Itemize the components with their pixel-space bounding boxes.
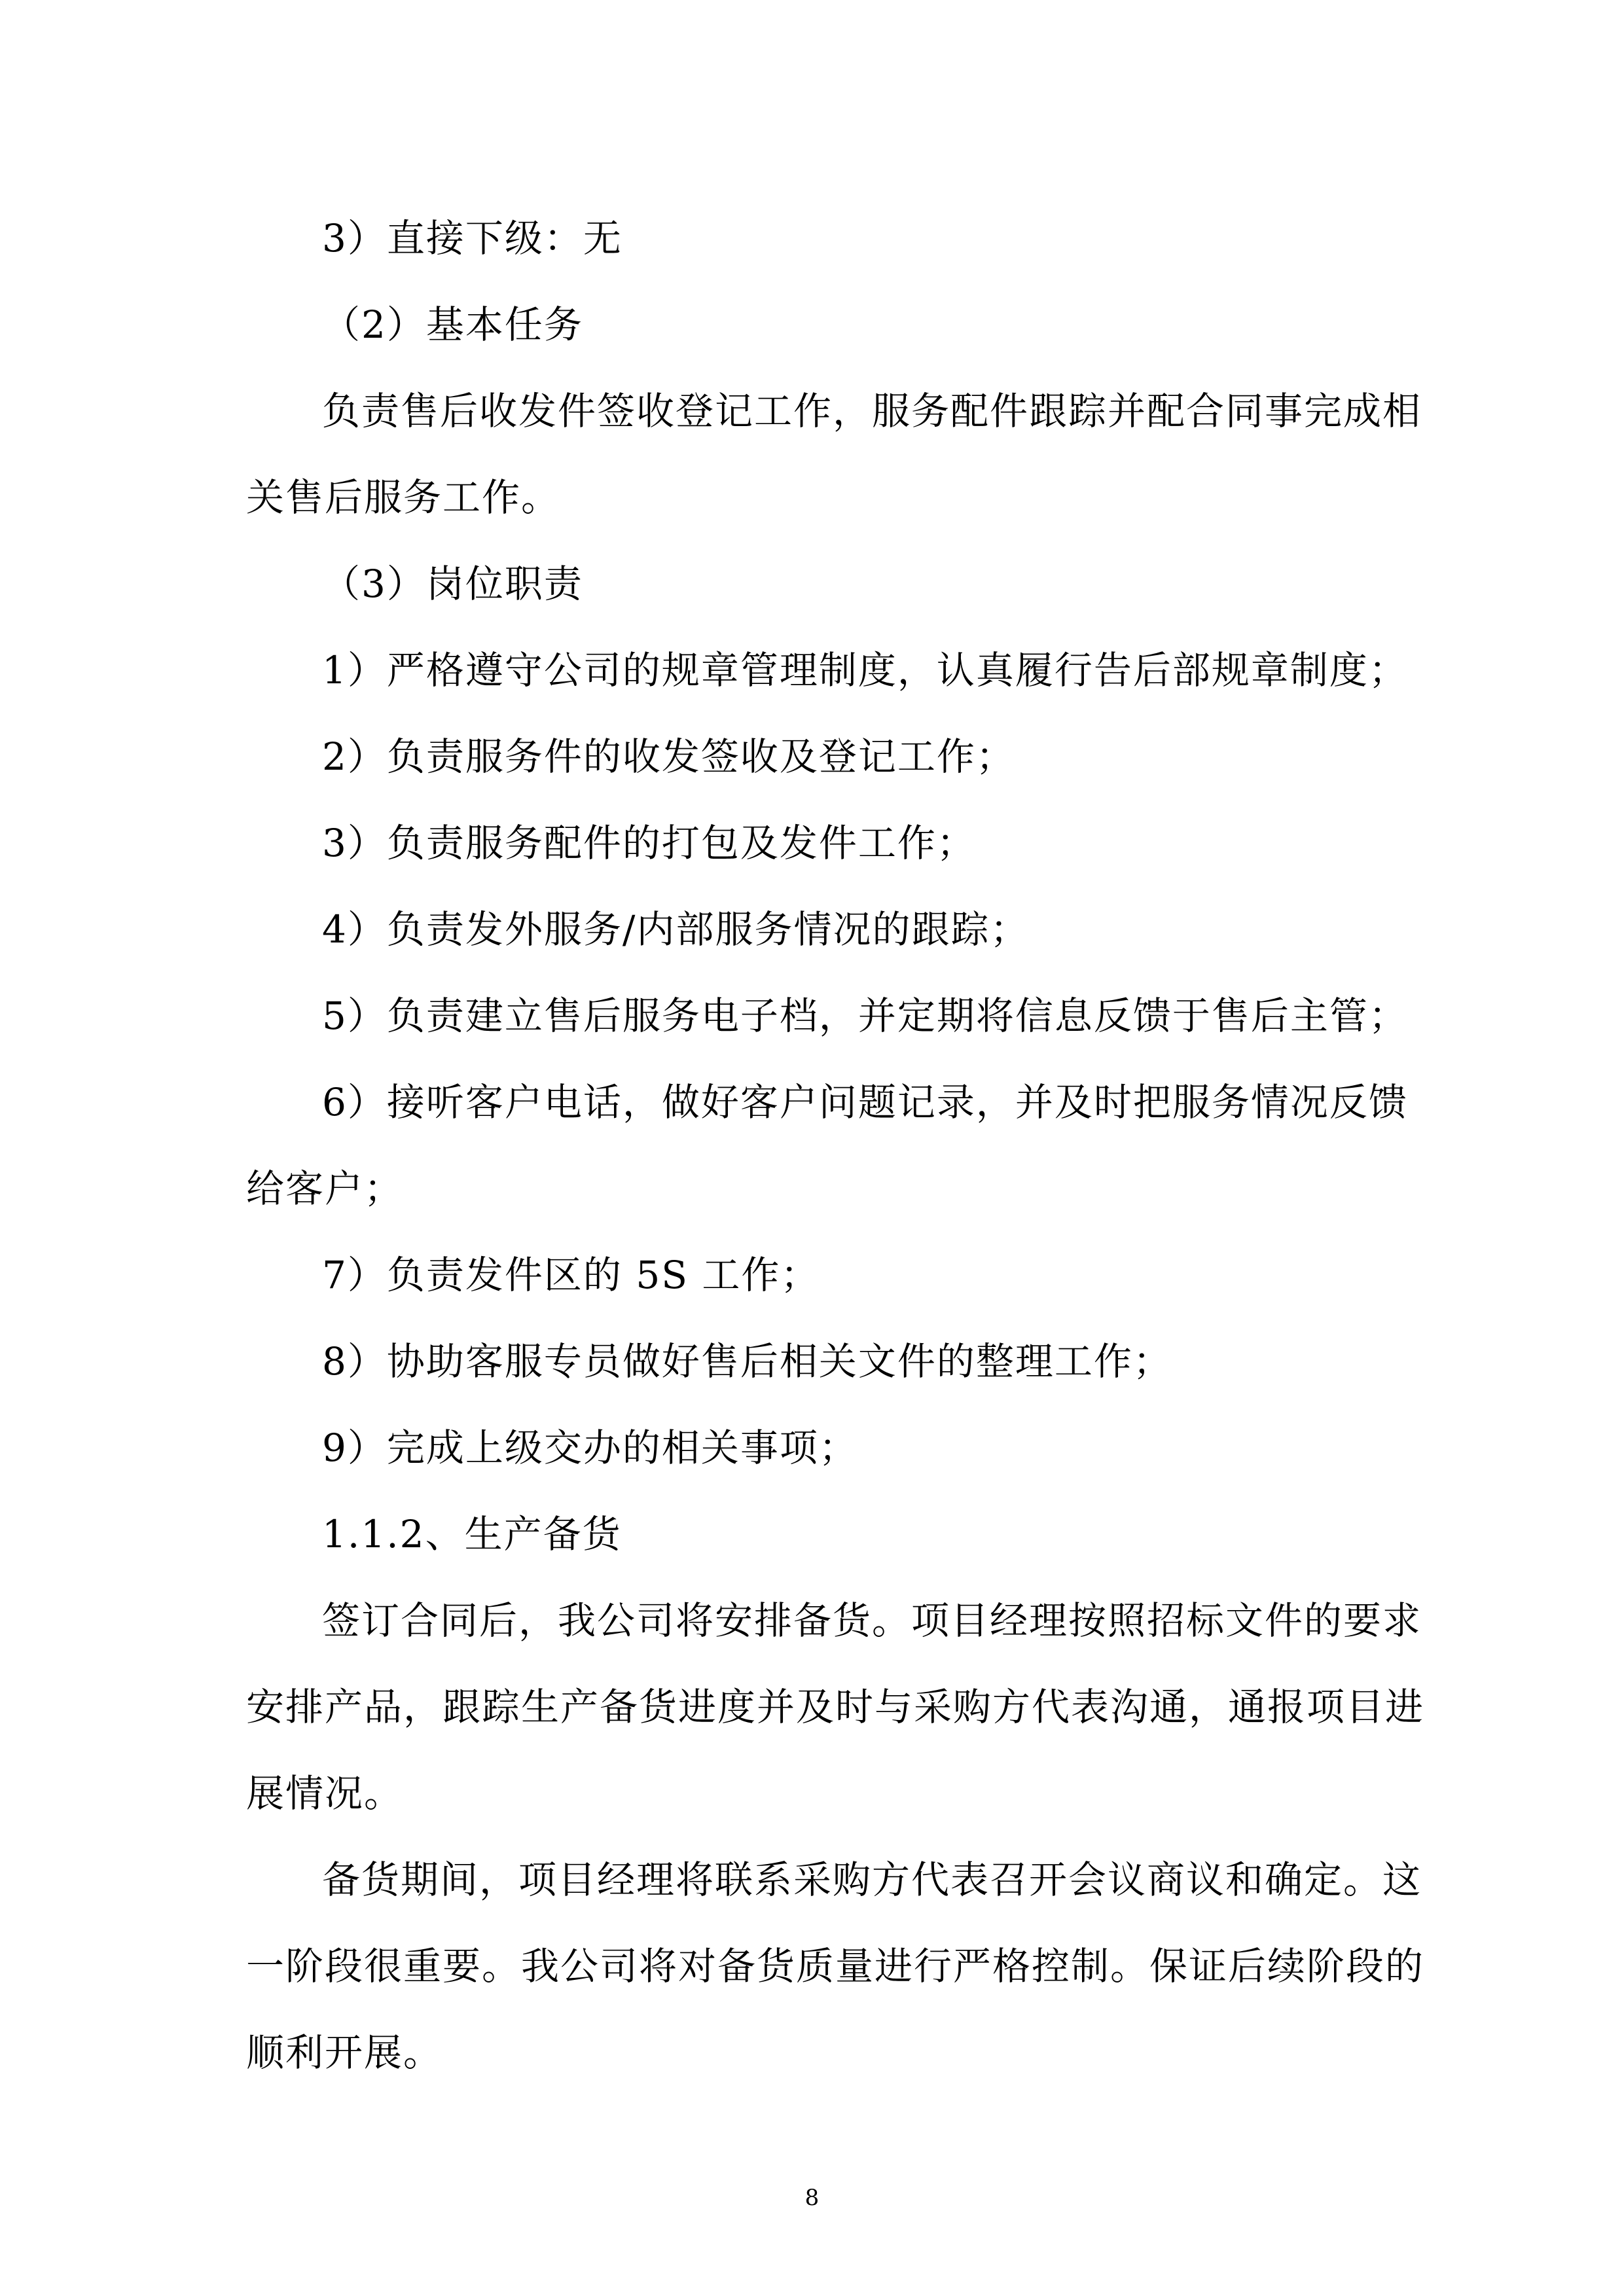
duty-item-4: 4）负责发外服务/内部服务情况的跟踪；: [322, 907, 1030, 952]
duty-item-6: 6）接听客户电话，做好客户问题记录，并及时把服务情况反馈: [322, 1080, 1408, 1124]
duty-item-9: 9）完成上级交办的相关事项；: [322, 1426, 858, 1470]
section-heading-duties: （3）岗位职责: [322, 562, 583, 606]
paragraph-line: 一阶段很重要。我公司将对备货质量进行严格控制。保证后续阶段的: [246, 1944, 1425, 1988]
duty-item-2: 2）负责服务件的收发签收及登记工作；: [322, 734, 1015, 779]
paragraph-line: 关售后服务工作。: [246, 475, 561, 520]
paragraph-line: 安排产品，跟踪生产备货进度并及时与采购方代表沟通，通报项目进: [246, 1685, 1425, 1729]
duty-item-6-continuation: 给客户；: [246, 1166, 404, 1211]
duty-item-7: 7）负责发件区的 5S 工作；: [322, 1253, 820, 1297]
paragraph-line: 负责售后收发件签收登记工作，服务配件跟踪并配合同事完成相: [322, 389, 1422, 433]
paragraph-line: 展情况。: [246, 1771, 404, 1816]
page-number: 8: [804, 2185, 820, 2211]
paragraph-line: 备货期间，项目经理将联系采购方代表召开会议商议和确定。这: [322, 1857, 1422, 1902]
subordinate-line: 3）直接下级：无: [322, 216, 623, 260]
duty-item-1: 1）严格遵守公司的规章管理制度，认真履行告后部规章制度；: [322, 648, 1408, 692]
paragraph-line: 签订合同后，我公司将安排备货。项目经理按照招标文件的要求: [322, 1598, 1422, 1643]
paragraph-line: 顺利开展。: [246, 2030, 443, 2075]
section-heading-production: 1.1.2、生产备货: [322, 1512, 622, 1556]
duty-item-8: 8）协助客服专员做好售后相关文件的整理工作；: [322, 1339, 1172, 1384]
section-heading-basic-task: （2）基本任务: [322, 302, 583, 347]
duty-item-3: 3）负责服务配件的打包及发件工作；: [322, 821, 976, 865]
duty-item-5: 5）负责建立售后服务电子档，并定期将信息反馈于售后主管；: [322, 994, 1408, 1038]
